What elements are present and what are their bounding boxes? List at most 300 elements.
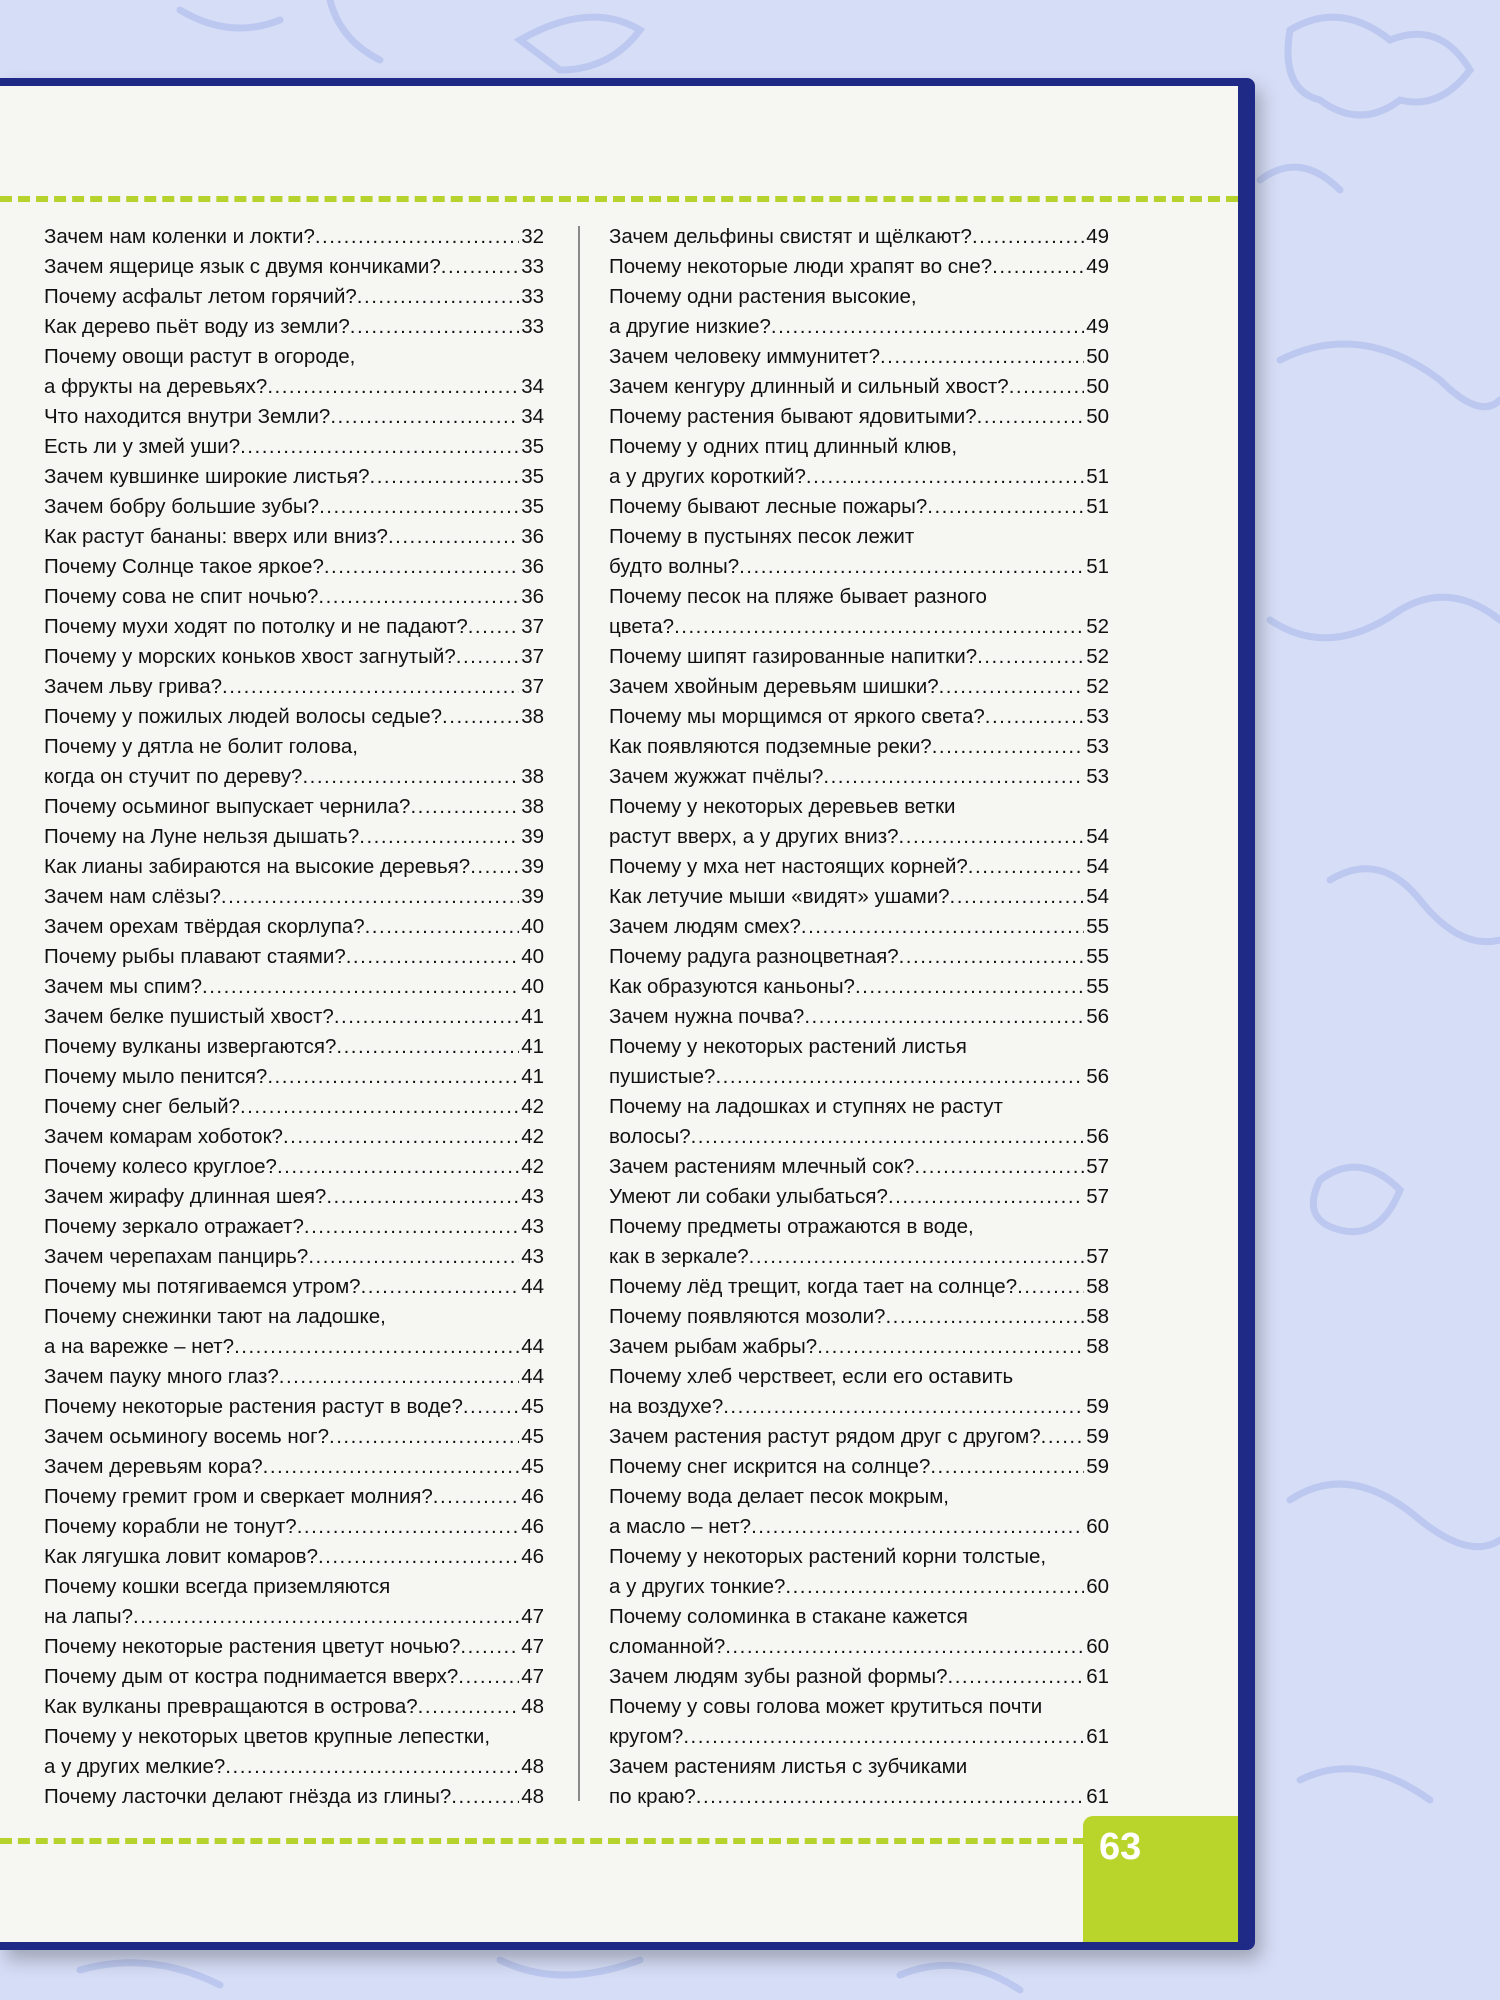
toc-entry-title: Почему предметы отражаются в воде, — [609, 1215, 974, 1238]
toc-entry-line — [44, 252, 544, 282]
dot-leader — [133, 1602, 519, 1632]
dot-leader — [888, 1182, 1084, 1212]
toc-entry — [44, 552, 544, 582]
toc-entry-title: Почему у некоторых растений корни толстые, — [609, 1545, 1047, 1568]
toc-entry-line — [609, 1182, 1109, 1212]
dot-leader — [1009, 372, 1085, 402]
toc-entry-line — [44, 702, 544, 732]
toc-entry-page: 58 — [1086, 1275, 1109, 1298]
toc-entry — [609, 972, 1109, 1002]
dot-leader — [683, 1722, 1084, 1752]
toc-entry-line — [44, 762, 544, 792]
toc-entry — [44, 912, 544, 942]
toc-entry-line — [44, 222, 544, 252]
toc-entry-line — [44, 522, 544, 552]
toc-entry-title: Как растут бананы: вверх или вниз? — [44, 525, 388, 548]
toc-entry-title: Зачем бобру большие зубы? — [44, 495, 320, 518]
toc-entry-title: Почему гремит гром и сверкает молния? — [44, 1485, 433, 1508]
toc-entry — [609, 522, 1109, 582]
toc-entry — [44, 492, 544, 522]
dot-leader — [751, 1512, 1084, 1542]
toc-entry-line — [44, 672, 544, 702]
toc-entry-line — [44, 1092, 544, 1122]
toc-entry-title: цвета? — [609, 615, 675, 638]
toc-entry-page: 38 — [521, 765, 544, 788]
toc-entry-page: 45 — [521, 1395, 544, 1418]
toc-entry-line — [609, 762, 1109, 792]
toc-entry — [609, 1752, 1109, 1812]
toc-entry-page: 47 — [521, 1635, 544, 1658]
toc-entry-title: Зачем белке пушистый хвост? — [44, 1005, 334, 1028]
toc-entry-page: 40 — [521, 975, 544, 998]
dot-leader — [318, 1542, 519, 1572]
toc-entry — [609, 1662, 1109, 1692]
toc-entry-page: 51 — [1086, 465, 1109, 488]
toc-entry — [44, 1512, 544, 1542]
toc-entry-title: Почему растения бывают ядовитыми? — [609, 405, 977, 428]
toc-entry-page: 59 — [1086, 1395, 1109, 1418]
toc-entry — [44, 1542, 544, 1572]
toc-entry-page: 41 — [521, 1065, 544, 1088]
toc-entry-page: 45 — [521, 1455, 544, 1478]
page-number-tab — [1083, 1816, 1238, 1942]
toc-entry-line — [44, 432, 544, 462]
toc-entry-page: 59 — [1086, 1455, 1109, 1478]
dot-leader — [725, 1632, 1084, 1662]
toc-entry-page: 55 — [1086, 945, 1109, 968]
toc-entry-line — [44, 1302, 544, 1332]
toc-entry-title: а масло – нет? — [609, 1515, 752, 1538]
dot-leader — [308, 1242, 519, 1272]
dot-leader — [263, 1452, 520, 1482]
dot-leader — [458, 1662, 519, 1692]
toc-entry-title: растут вверх, а у других вниз? — [609, 825, 899, 848]
toc-entry-line — [44, 1152, 544, 1182]
toc-entry-title: Как дерево пьёт воду из земли? — [44, 315, 350, 338]
toc-entry-page: 54 — [1086, 825, 1109, 848]
toc-entry — [44, 1392, 544, 1422]
toc-entry-title: Почему на ладошках и ступнях не растут — [609, 1095, 1003, 1118]
toc-entry-line — [609, 1722, 1109, 1752]
toc-entry — [609, 1032, 1109, 1092]
toc-entry-title: Почему асфальт летом горячий? — [44, 285, 357, 308]
toc-entry-title: Почему некоторые растения растут в воде? — [44, 1395, 463, 1418]
toc-entry-page: 44 — [521, 1365, 544, 1388]
toc-entry-page: 37 — [521, 615, 544, 638]
toc-entry-title: на воздухе? — [609, 1395, 724, 1418]
toc-entry-page: 35 — [521, 465, 544, 488]
toc-entry-title: Почему у некоторых растений листья — [609, 1035, 967, 1058]
dot-leader — [885, 1302, 1084, 1332]
toc-entry-page: 54 — [1086, 855, 1109, 878]
toc-entry-title: Как вулканы превращаются в острова? — [44, 1695, 418, 1718]
toc-entry-title: Почему вулканы извергаются? — [44, 1035, 337, 1058]
toc-entry-line — [609, 1392, 1109, 1422]
toc-entry-line — [609, 342, 1109, 372]
toc-entry-line — [609, 1092, 1109, 1122]
toc-entry-title: Зачем рыбам жабры? — [609, 1335, 818, 1358]
dot-leader — [202, 972, 519, 1002]
toc-entry-page: 39 — [521, 855, 544, 878]
toc-entry-page: 33 — [521, 255, 544, 278]
dot-leader — [240, 1092, 519, 1122]
toc-entry-line — [44, 852, 544, 882]
toc-entry-page: 33 — [521, 285, 544, 308]
toc-entry-page: 44 — [521, 1335, 544, 1358]
toc-entry-page: 56 — [1086, 1005, 1109, 1028]
toc-entry-title: Почему вода делает песок мокрым, — [609, 1485, 949, 1508]
dot-leader — [324, 552, 519, 582]
toc-entry-title: Что находится внутри Земли? — [44, 405, 331, 428]
toc-entry-page: 36 — [521, 555, 544, 578]
toc-entry-title: а другие низкие? — [609, 315, 771, 338]
toc-entry-title: когда он стучит по дереву? — [44, 765, 303, 788]
toc-entry-line — [609, 432, 1109, 462]
toc-entry-page: 57 — [1086, 1155, 1109, 1178]
toc-entry-line — [609, 1482, 1109, 1512]
dot-leader — [927, 492, 1084, 522]
toc-entry-title: Зачем орехам твёрдая скорлупа? — [44, 915, 365, 938]
toc-entry — [44, 1122, 544, 1152]
toc-entry — [609, 1332, 1109, 1362]
toc-entry — [609, 702, 1109, 732]
dot-leader — [304, 1212, 519, 1242]
toc-entry-title: Умеют ли собаки улыбаться? — [609, 1185, 888, 1208]
toc-entry-line — [609, 1122, 1109, 1152]
toc-entry-title: Почему у совы голова может крутиться почти — [609, 1695, 1043, 1718]
toc-entry — [44, 1152, 544, 1182]
toc-entry-line — [609, 1032, 1109, 1062]
toc-entry-line — [609, 702, 1109, 732]
toc-entry — [609, 432, 1109, 492]
toc-entry-page: 60 — [1086, 1515, 1109, 1538]
toc-entry-page: 54 — [1086, 885, 1109, 908]
toc-entry-title: Как летучие мыши «видят» ушами? — [609, 885, 950, 908]
toc-entry-page: 61 — [1086, 1785, 1109, 1808]
toc-entry-title: Почему на Луне нельзя дышать? — [44, 825, 360, 848]
toc-entry-line — [609, 1452, 1109, 1482]
book-page — [0, 86, 1238, 1942]
toc-entry-title: Почему колесо круглое? — [44, 1155, 277, 1178]
toc-entry-page: 33 — [521, 315, 544, 338]
dot-leader — [977, 642, 1084, 672]
toc-entry-page: 40 — [521, 945, 544, 968]
toc-entry-page: 53 — [1086, 765, 1109, 788]
toc-entry-page: 46 — [521, 1485, 544, 1508]
toc-entry-line — [609, 792, 1109, 822]
toc-entry-page: 32 — [521, 225, 544, 248]
toc-entry-title: Почему бывают лесные пожары? — [609, 495, 928, 518]
toc-entry-page: 42 — [521, 1095, 544, 1118]
dot-leader — [221, 882, 519, 912]
dot-leader — [240, 432, 519, 462]
toc-entry-page: 36 — [521, 585, 544, 608]
toc-entry — [609, 372, 1109, 402]
toc-entry-page: 56 — [1086, 1125, 1109, 1148]
toc-entry — [44, 312, 544, 342]
toc-entry-page: 58 — [1086, 1335, 1109, 1358]
toc-entry-line — [609, 1362, 1109, 1392]
dot-leader — [318, 582, 519, 612]
dot-leader — [460, 1632, 519, 1662]
toc-entry-page: 35 — [521, 435, 544, 458]
toc-entry-title: Зачем мы спим? — [44, 975, 203, 998]
toc-entry — [44, 1242, 544, 1272]
toc-entry — [609, 1542, 1109, 1602]
toc-entry-title: на лапы? — [44, 1605, 134, 1628]
toc-entry — [44, 582, 544, 612]
toc-entry-page: 41 — [521, 1035, 544, 1058]
toc-entry-title: Почему снег искрится на солнце? — [609, 1455, 931, 1478]
toc-entry-line — [44, 1032, 544, 1062]
toc-entry-title: а у других короткий? — [609, 465, 806, 488]
toc-entry — [44, 522, 544, 552]
toc-entry — [609, 1092, 1109, 1152]
toc-entry-line — [44, 1542, 544, 1572]
toc-entry-line — [609, 942, 1109, 972]
dot-leader — [334, 1002, 519, 1032]
dot-leader — [972, 222, 1084, 252]
toc-entry-page: 61 — [1086, 1725, 1109, 1748]
toc-entry-line — [44, 1512, 544, 1542]
toc-entry-line — [44, 1362, 544, 1392]
toc-entry-page: 55 — [1086, 975, 1109, 998]
toc-entry — [609, 492, 1109, 522]
dot-leader — [277, 1152, 519, 1182]
toc-entry-page: 43 — [521, 1215, 544, 1238]
toc-entry-line — [609, 642, 1109, 672]
dot-leader — [433, 1482, 519, 1512]
toc-entry-line — [609, 552, 1109, 582]
toc-entry-title: Зачем людям смех? — [609, 915, 801, 938]
toc-entry — [609, 642, 1109, 672]
toc-entry-line — [44, 612, 544, 642]
toc-entry-line — [44, 1002, 544, 1032]
toc-entry-title: Почему рыбы плавают стаями? — [44, 945, 346, 968]
page-number: 63 — [1099, 1826, 1142, 1868]
dot-leader — [855, 972, 1084, 1002]
toc-entry-title: Почему сова не спит ночью? — [44, 585, 319, 608]
toc-entry — [44, 1302, 544, 1362]
toc-entry-line — [609, 1242, 1109, 1272]
toc-entry-page: 51 — [1086, 555, 1109, 578]
dot-leader — [463, 1392, 519, 1422]
toc-entry-line — [44, 582, 544, 612]
dot-leader — [723, 1392, 1084, 1422]
dot-leader — [315, 222, 519, 252]
toc-entry-title: Зачем кенгуру длинный и сильный хвост? — [609, 375, 1009, 398]
toc-entry-page: 48 — [521, 1695, 544, 1718]
toc-entry-line — [44, 372, 544, 402]
dot-leader — [365, 912, 520, 942]
dot-leader — [418, 1692, 520, 1722]
toc-entry-line — [609, 1302, 1109, 1332]
toc-entry-title: Почему у морских коньков хвост загнутый? — [44, 645, 456, 668]
toc-entry-title: а фрукты на деревьях? — [44, 375, 268, 398]
toc-entry-page: 53 — [1086, 705, 1109, 728]
toc-entry — [44, 1452, 544, 1482]
dot-leader — [283, 1122, 519, 1152]
toc-entry-title: Почему кошки всегда приземляются — [44, 1575, 391, 1598]
toc-entry-line — [44, 1062, 544, 1092]
toc-entry-line — [44, 552, 544, 582]
toc-entry-title: Почему песок на пляже бывает разного — [609, 585, 987, 608]
toc-entry-line — [609, 1662, 1109, 1692]
dot-leader — [696, 1782, 1084, 1812]
dot-leader — [914, 1152, 1084, 1182]
toc-entry — [44, 282, 544, 312]
toc-entry-line — [44, 1452, 544, 1482]
toc-entry-title: Как появляются подземные реки? — [609, 735, 932, 758]
dot-leader — [817, 1332, 1084, 1362]
contents-column-right — [609, 222, 1109, 1812]
toc-entry-title: Почему у одних птиц длинный клюв, — [609, 435, 958, 458]
dot-leader — [806, 462, 1084, 492]
toc-entry-page: 34 — [521, 405, 544, 428]
toc-entry-page: 51 — [1086, 495, 1109, 518]
toc-entry-page: 40 — [521, 915, 544, 938]
toc-entry — [44, 1032, 544, 1062]
toc-entry-title: пушистые? — [609, 1065, 716, 1088]
toc-entry-line — [44, 402, 544, 432]
toc-entry-title: Почему мы потягиваемся утром? — [44, 1275, 361, 1298]
dot-leader — [329, 1422, 519, 1452]
toc-entry-line — [609, 1692, 1109, 1722]
toc-entry-title: Почему в пустынях песок лежит — [609, 525, 915, 548]
toc-entry-line — [609, 672, 1109, 702]
dot-leader — [222, 672, 519, 702]
toc-entry-page: 60 — [1086, 1575, 1109, 1598]
toc-entry-title: сломанной? — [609, 1635, 726, 1658]
toc-entry — [609, 1002, 1109, 1032]
toc-entry-title: Почему ласточки делают гнёзда из глины? — [44, 1785, 452, 1808]
toc-entry — [44, 1272, 544, 1302]
toc-entry — [44, 672, 544, 702]
toc-entry — [44, 822, 544, 852]
toc-entry-page: 42 — [521, 1125, 544, 1148]
toc-entry-line — [609, 1632, 1109, 1662]
toc-entry-title: Почему хлеб черствеет, если его оставить — [609, 1365, 1014, 1388]
toc-entry-title: Зачем дельфины свистят и щёлкают? — [609, 225, 972, 248]
toc-entry-page: 37 — [521, 675, 544, 698]
dot-leader — [470, 852, 519, 882]
toc-entry-title: Почему зеркало отражает? — [44, 1215, 304, 1238]
toc-entry-page: 49 — [1086, 315, 1109, 338]
toc-entry-title: Почему снег белый? — [44, 1095, 240, 1118]
toc-entry-page: 38 — [521, 705, 544, 728]
toc-entry-title: Почему мухи ходят по потолку и не падают? — [44, 615, 468, 638]
toc-entry-line — [44, 642, 544, 672]
toc-entry-page: 41 — [521, 1005, 544, 1028]
toc-entry-page: 55 — [1086, 915, 1109, 938]
toc-entry-page: 59 — [1086, 1425, 1109, 1448]
toc-entry-title: Почему одни растения высокие, — [609, 285, 917, 308]
toc-entry-line — [609, 822, 1109, 852]
toc-entry-title: Зачем нам слёзы? — [44, 885, 221, 908]
toc-entry — [44, 252, 544, 282]
toc-entry-line — [609, 1542, 1109, 1572]
dot-leader — [279, 1362, 519, 1392]
column-divider — [578, 226, 580, 1801]
toc-entry-line — [609, 732, 1109, 762]
toc-entry — [44, 432, 544, 462]
toc-entry-line — [44, 882, 544, 912]
toc-entry — [609, 942, 1109, 972]
toc-entry-line — [44, 942, 544, 972]
dot-leader — [968, 852, 1084, 882]
toc-entry — [609, 1422, 1109, 1452]
toc-entry-line — [609, 912, 1109, 942]
dot-leader — [771, 312, 1084, 342]
dot-leader — [267, 1062, 519, 1092]
toc-entry — [609, 912, 1109, 942]
toc-entry — [44, 1572, 544, 1632]
dot-leader — [330, 402, 519, 432]
toc-entry — [609, 252, 1109, 282]
toc-entry-line — [609, 1602, 1109, 1632]
toc-entry — [44, 1692, 544, 1722]
toc-entry-title: Почему снежинки тают на ладошке, — [44, 1305, 386, 1328]
toc-entry-page: 45 — [521, 1425, 544, 1448]
toc-entry — [44, 1092, 544, 1122]
toc-entry-title: Зачем деревьям кора? — [44, 1455, 263, 1478]
toc-entry-title: Почему мы морщимся от яркого света? — [609, 705, 985, 728]
dot-leader — [326, 1182, 519, 1212]
dot-leader — [225, 1752, 519, 1782]
toc-entry-page: 37 — [521, 645, 544, 668]
toc-entry-page: 52 — [1086, 615, 1109, 638]
toc-entry-page: 52 — [1086, 675, 1109, 698]
toc-entry-line — [44, 312, 544, 342]
toc-entry-line — [44, 912, 544, 942]
toc-entry-page: 36 — [521, 525, 544, 548]
toc-entry-title: Зачем черепахам панцирь? — [44, 1245, 309, 1268]
dot-leader — [992, 252, 1084, 282]
toc-entry-page: 44 — [521, 1275, 544, 1298]
toc-entry — [44, 1002, 544, 1032]
toc-entry-title: Почему соломинка в стакане кажется — [609, 1605, 968, 1628]
dot-leader — [948, 1662, 1085, 1692]
dot-leader — [932, 732, 1085, 762]
toc-entry — [44, 1422, 544, 1452]
toc-entry-page: 57 — [1086, 1185, 1109, 1208]
dot-leader — [674, 612, 1084, 642]
dot-leader — [442, 702, 519, 732]
toc-entry — [609, 732, 1109, 762]
toc-entry — [609, 792, 1109, 852]
toc-entry — [44, 852, 544, 882]
toc-entry-title: Почему дым от костра поднимается вверх? — [44, 1665, 459, 1688]
toc-entry-line — [609, 1512, 1109, 1542]
toc-entry — [44, 972, 544, 1002]
dot-leader — [350, 312, 519, 342]
toc-entry-title: Как лягушка ловит комаров? — [44, 1545, 318, 1568]
toc-entry-title: Почему у дятла не болит голова, — [44, 735, 358, 758]
toc-entry — [609, 1272, 1109, 1302]
toc-entry-line — [44, 1662, 544, 1692]
toc-entry-title: Почему мыло пенится? — [44, 1065, 268, 1088]
dot-leader — [388, 522, 519, 552]
toc-entry-line — [44, 1422, 544, 1452]
toc-entry-line — [44, 1122, 544, 1152]
toc-entry-title: Зачем хвойным деревьям шишки? — [609, 675, 939, 698]
toc-entry-line — [609, 1272, 1109, 1302]
toc-entry — [44, 462, 544, 492]
toc-entry-line — [609, 582, 1109, 612]
toc-entry-line — [609, 1572, 1109, 1602]
toc-entry-line — [44, 1212, 544, 1242]
toc-entry-line — [44, 1752, 544, 1782]
